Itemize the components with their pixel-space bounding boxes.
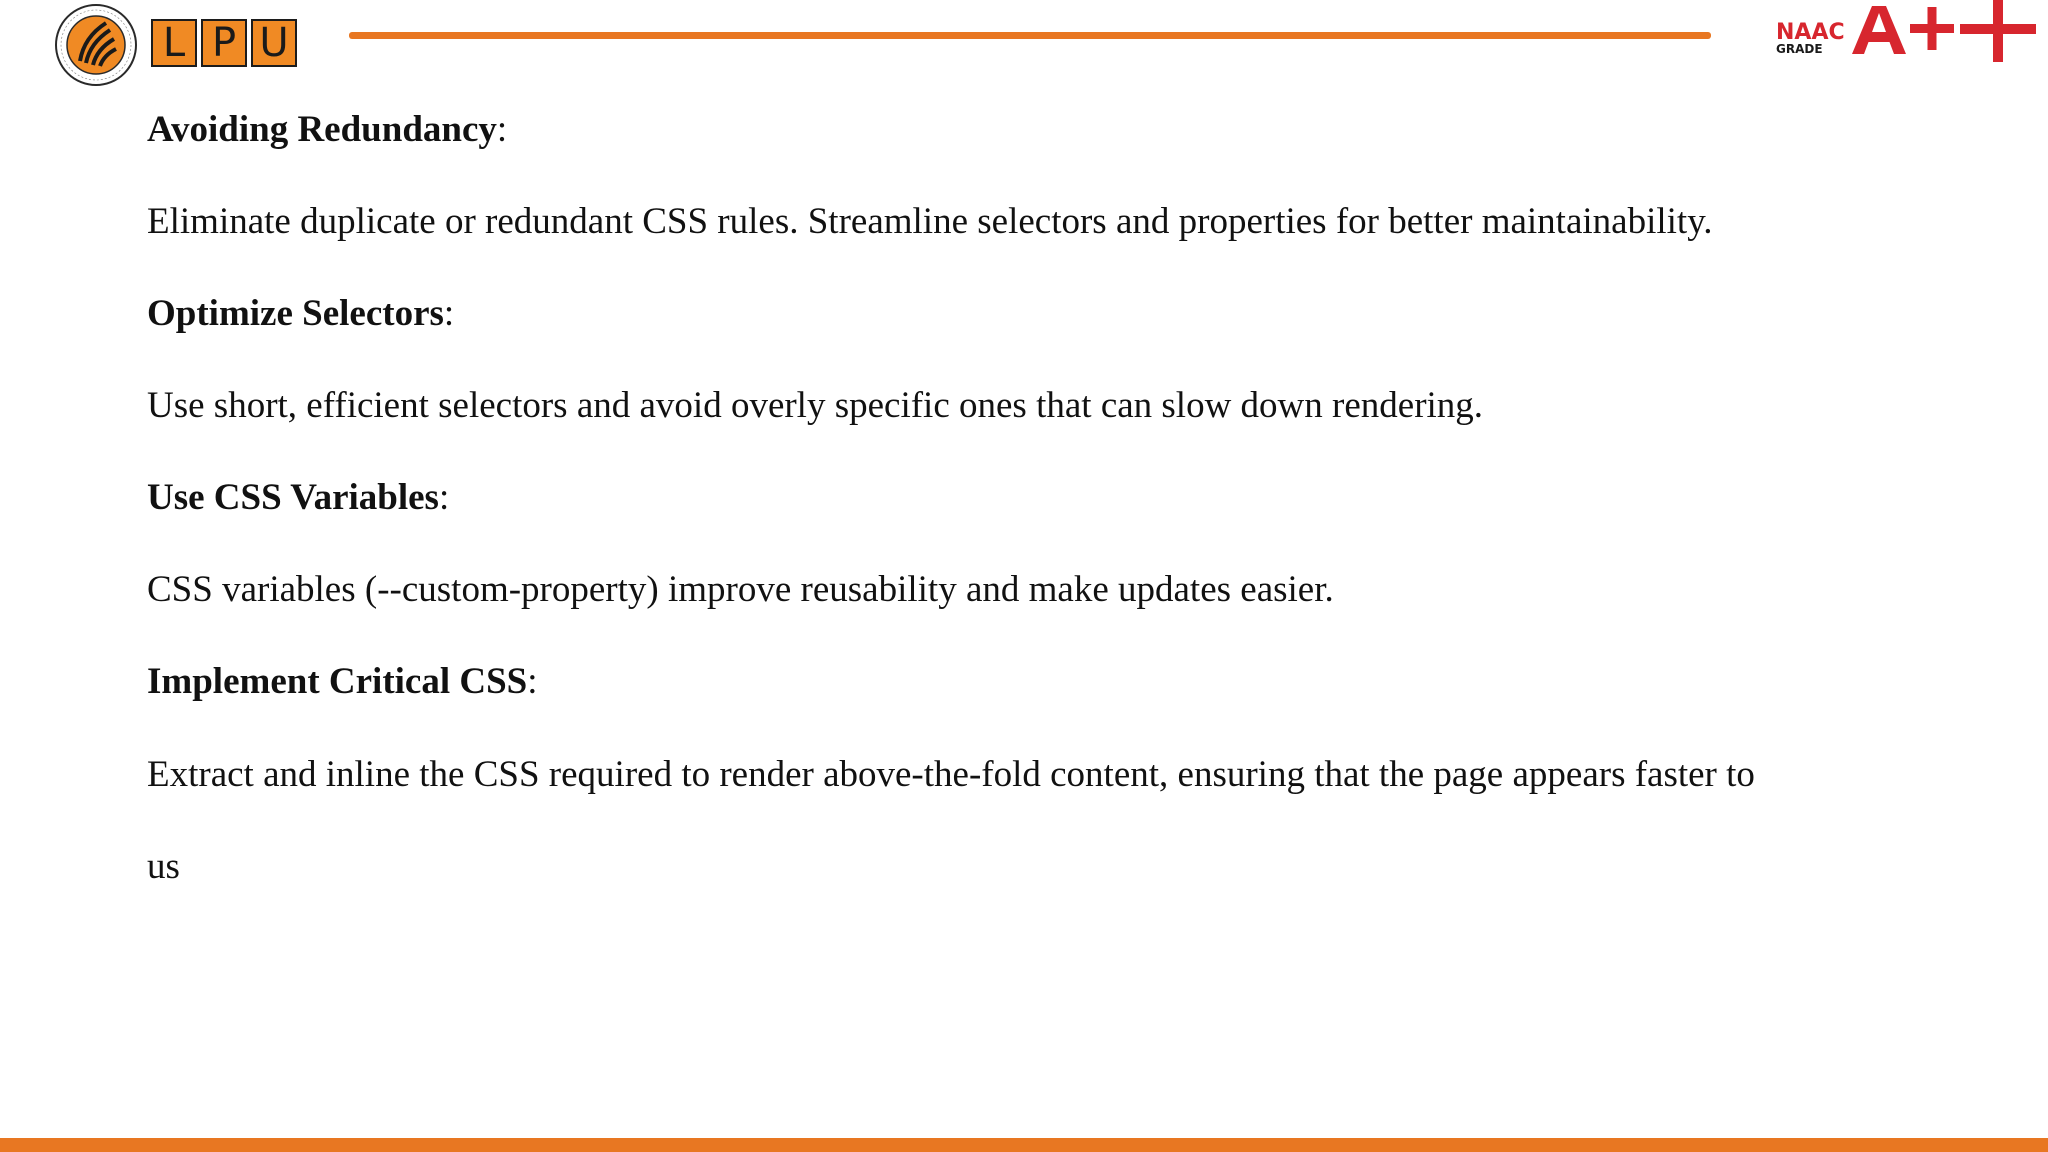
header-divider [349, 32, 1711, 39]
heading-implement-critical-css [147, 659, 538, 705]
heading-colon: : [527, 661, 538, 702]
heading-text: Use CSS Variables [147, 477, 439, 518]
paragraph-implement-critical-css-line-1: Extract and inline the CSS required to render above-the-fold content, ensuring that the page appears faster to [147, 754, 1755, 795]
heading-colon: : [438, 477, 450, 518]
paragraph-use-css-variables: CSS variables (--custom-property) improve reusability and make updates easier. [147, 569, 1334, 610]
grade-label: GRADE [1776, 42, 1823, 56]
paragraph-optimize-selectors: Use short, efficient selectors and avoid overly specific ones that can slow down rendering. [147, 385, 1484, 426]
lpu-seal-logo [54, 3, 138, 87]
paragraph-implement-critical-css-line-2: us [147, 846, 180, 887]
heading-text: Avoiding Redundancy [147, 109, 497, 150]
naac-grade-logo [1772, 0, 2042, 64]
lpu-letter-u: U [251, 19, 297, 67]
heading-avoiding-redundancy [147, 107, 507, 153]
heading-text: Implement Critical CSS [147, 661, 528, 702]
lpu-letter-l: L [151, 19, 197, 67]
footer-divider [0, 1138, 2048, 1152]
lpu-letter-p: P [201, 19, 247, 67]
heading-optimize-selectors [147, 291, 454, 337]
heading-use-css-variables [147, 475, 449, 521]
paragraph-avoiding-redundancy: Eliminate duplicate or redundant CSS rules. Streamline selectors and properties for better maintainability. [147, 201, 1713, 242]
heading-colon: : [496, 109, 508, 150]
lpu-wordmark [151, 19, 297, 67]
heading-text: Optimize Selectors [147, 293, 444, 334]
grade-a-glyph [1852, 6, 1906, 54]
heading-colon: : [443, 293, 455, 334]
naac-label: NAAC [1776, 20, 1845, 45]
